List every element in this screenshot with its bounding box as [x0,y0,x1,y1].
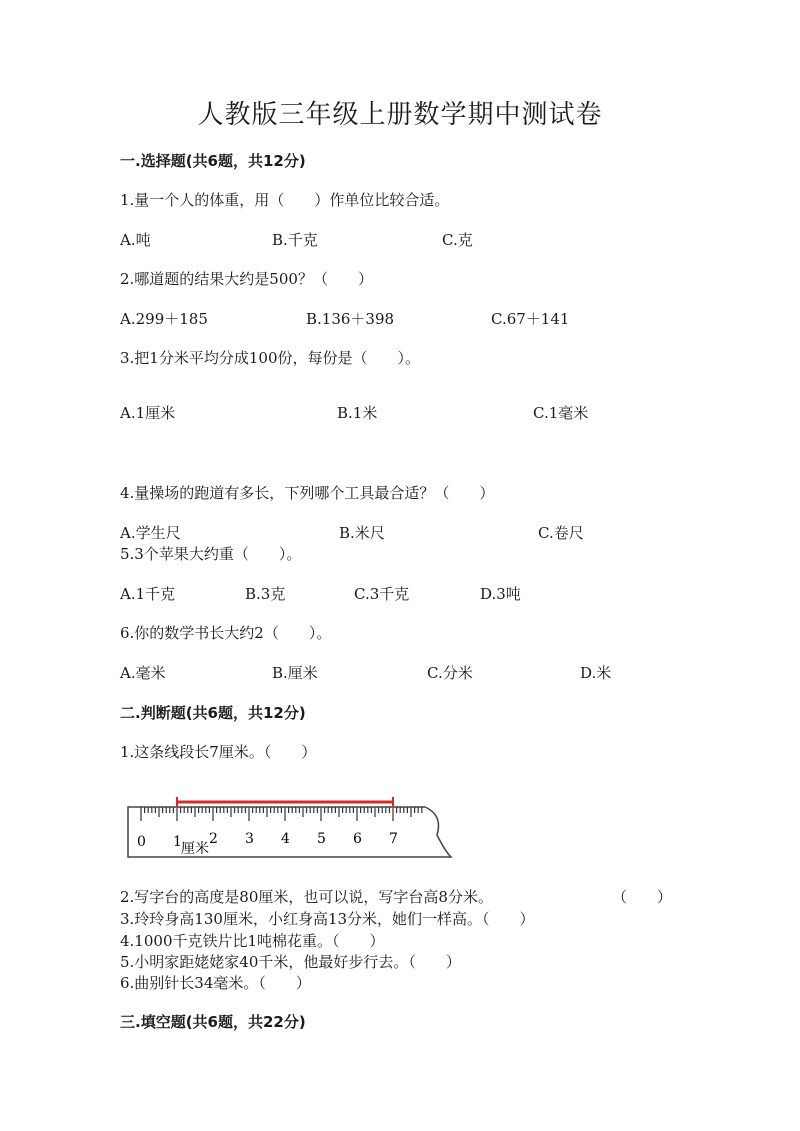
option-1-4-a: A.学生尺 [120,524,181,542]
ruler-tick-label: 5 [317,831,326,847]
question-2-3: 3.玲玲身高130厘米，小红身高13分米，她们一样高。（ ） [120,910,535,928]
ruler-tick-label: 4 [281,831,290,847]
question-2-2-answer-paren: （ ） [612,888,673,906]
question-1-2: 2.哪道题的结果大约是500？（ ） [120,270,373,288]
ruler-tick-label: 7 [389,831,398,847]
option-1-1-b: B.千克 [272,231,318,249]
ruler-tick-label: 2 [209,831,218,847]
option-1-3-a: A.1厘米 [120,404,176,422]
question-1-4: 4.量操场的跑道有多长，下列哪个工具最合适？（ ） [120,484,495,502]
question-2-1: 1.这条线段长7厘米。（ ） [120,743,317,761]
option-1-6-d: D.米 [580,664,612,682]
option-1-2-c: C.67＋141 [491,310,570,328]
ruler-tick-label: 6 [353,831,362,847]
question-2-4: 4.1000千克铁片比1吨棉花重。（ ） [120,932,385,950]
section-heading-fill-in: 三.填空题(共6题，共22分) [120,1013,306,1031]
option-1-1-c: C.克 [442,231,473,249]
option-1-3-b: B.1米 [337,404,378,422]
ruler-figure [125,795,455,865]
ruler-tick-label: 1 [173,834,182,850]
option-1-4-c: C.卷尺 [538,524,584,542]
section-heading-choice: 一.选择题(共6题，共12分) [120,152,306,170]
page-title: 人教版三年级上册数学期中测试卷 [197,100,603,130]
option-1-5-d: D.3吨 [480,585,521,603]
option-1-1-a: A.吨 [120,231,151,249]
option-1-6-c: C.分米 [427,664,473,682]
option-1-5-b: B.3克 [245,585,286,603]
option-1-6-a: A.毫米 [120,664,166,682]
ruler-unit-label: 厘米 [181,841,209,857]
question-2-6: 6.曲别针长34毫米。（ ） [120,974,311,992]
question-1-6: 6.你的数学书长大约2（ ）。 [120,624,332,642]
option-1-5-c: C.3千克 [354,585,410,603]
section-heading-judgement: 二.判断题(共6题，共12分) [120,704,306,722]
question-2-2: 2.写字台的高度是80厘米，也可以说，写字台高8分米。 [120,888,493,906]
question-1-5: 5.3个苹果大约重（ ）。 [120,545,302,563]
option-1-5-a: A.1千克 [120,585,176,603]
ruler-tick-label: 0 [137,834,146,850]
option-1-6-b: B.厘米 [272,664,318,682]
question-1-1: 1.量一个人的体重，用（ ）作单位比较合适。 [120,191,450,209]
question-1-3: 3.把1分米平均分成100份，每份是（ ）。 [120,349,420,367]
ruler-tick-label: 3 [245,831,254,847]
option-1-2-a: A.299＋185 [120,310,208,328]
option-1-4-b: B.米尺 [339,524,385,542]
question-2-5: 5.小明家距姥姥家40千米，他最好步行去。（ ） [120,953,461,971]
option-1-3-c: C.1毫米 [533,404,589,422]
option-1-2-b: B.136＋398 [306,310,395,328]
